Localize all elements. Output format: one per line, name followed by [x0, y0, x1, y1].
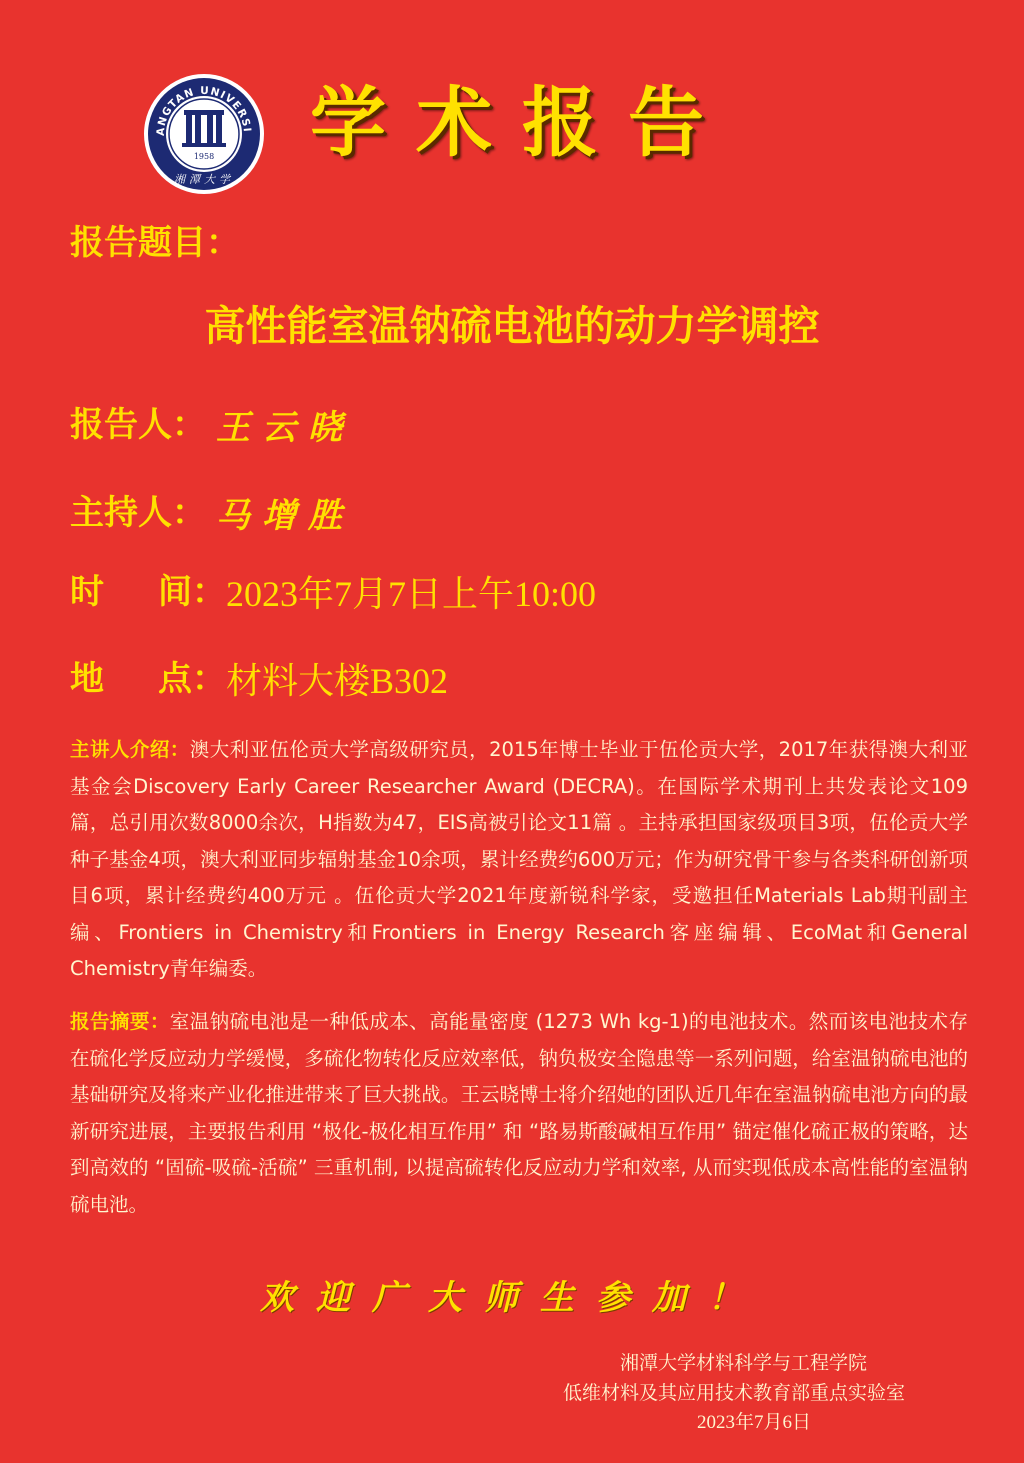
place-label-a: 地 [70, 658, 104, 699]
topic-label: 报告题目： [70, 223, 240, 263]
topic-title: 高性能室温钠硫电池的动力学调控 [204, 302, 820, 350]
welcome-message: 欢迎广大师生参加！ [260, 1278, 764, 1318]
footer-org1: 湘潭大学材料科学与工程学院 [620, 1352, 868, 1374]
host-label: 主持人： [70, 492, 206, 533]
abstract-heading: 报告摘要： [70, 1010, 170, 1033]
report-abstract [70, 1004, 968, 1223]
place-value: 材料大楼B302 [226, 661, 449, 701]
university-logo [142, 72, 266, 196]
host-row [70, 488, 354, 537]
host-name: 马增胜 [216, 496, 354, 536]
university-seal-icon [142, 72, 266, 196]
place-row [70, 653, 448, 704]
footer-org2: 低维材料及其应用技术教育部重点实验室 [563, 1382, 906, 1404]
speaker-row [70, 400, 354, 449]
place-label-b: 点： [158, 658, 226, 699]
logo-year: 1958 [193, 152, 215, 161]
abstract-text: 室温钠硫电池是一种低成本、高能量密度 (1273 Wh kg-1)的电池技术。然而该电池技术存在硫化学反应动力学缓慢，多硫化物转化反应效率低，钠负极安全隐患等一系列问题，给室温钠硫电池的基础研究及将来产业化推进带来了巨大挑战。王云晓博士将介绍她的团队近几年在室温钠硫电池方向的最新研究进展，主要报告利用 “极化-极化相互作用” 和 “路易斯酸碱相互作用” 锚定催化硫正极的策略，达到高效的 “固硫-吸硫-活硫” 三重机制, 以提高硫转化反应动力学和效率, 从而实现低成本高性能的室温钠硫电池。 [70, 1010, 968, 1216]
bio-text: 澳大利亚伍伦贡大学高级研究员，2015年博士毕业于伍伦贡大学，2017年获得澳大利亚基金会Discovery Early Career Researcher Award (DECRA)。在国际学术期刊上共发表论文109篇，总引用次数8000余次，H指数为47，EIS高被引论文11篇 。主持承担国家级项目3项，伍伦贡大学种子基金4项，澳大利亚同步辐射基金10余项，累计经费约600万元；作为研究骨干参与各类科研创新项目6项，累计经费约400万元 。伍伦贡大学2021年度新锐科学家，受邀担任Materials Lab期刊副主编、Frontiers in Chemistry和Frontiers in Energy Research客座编辑、EcoMat和General Chemistry青年编委。 [70, 738, 968, 980]
footer-date: 2023年7月6日 [697, 1412, 812, 1433]
speaker-bio [70, 732, 968, 988]
speaker-label: 报告人： [70, 404, 206, 445]
poster-title: 学术报告 [310, 78, 734, 167]
speaker-name: 王云晓 [216, 408, 354, 448]
bio-heading: 主讲人介绍： [70, 738, 190, 761]
logo-ring-text: ANGTAN UNIVERSI [154, 84, 254, 137]
time-label-b: 间： [158, 571, 226, 612]
time-row [70, 566, 596, 617]
time-value: 2023年7月7日上午10:00 [226, 574, 597, 614]
time-label-a: 时 [70, 571, 104, 612]
logo-inner-text: 湘潭大学 [174, 173, 234, 186]
